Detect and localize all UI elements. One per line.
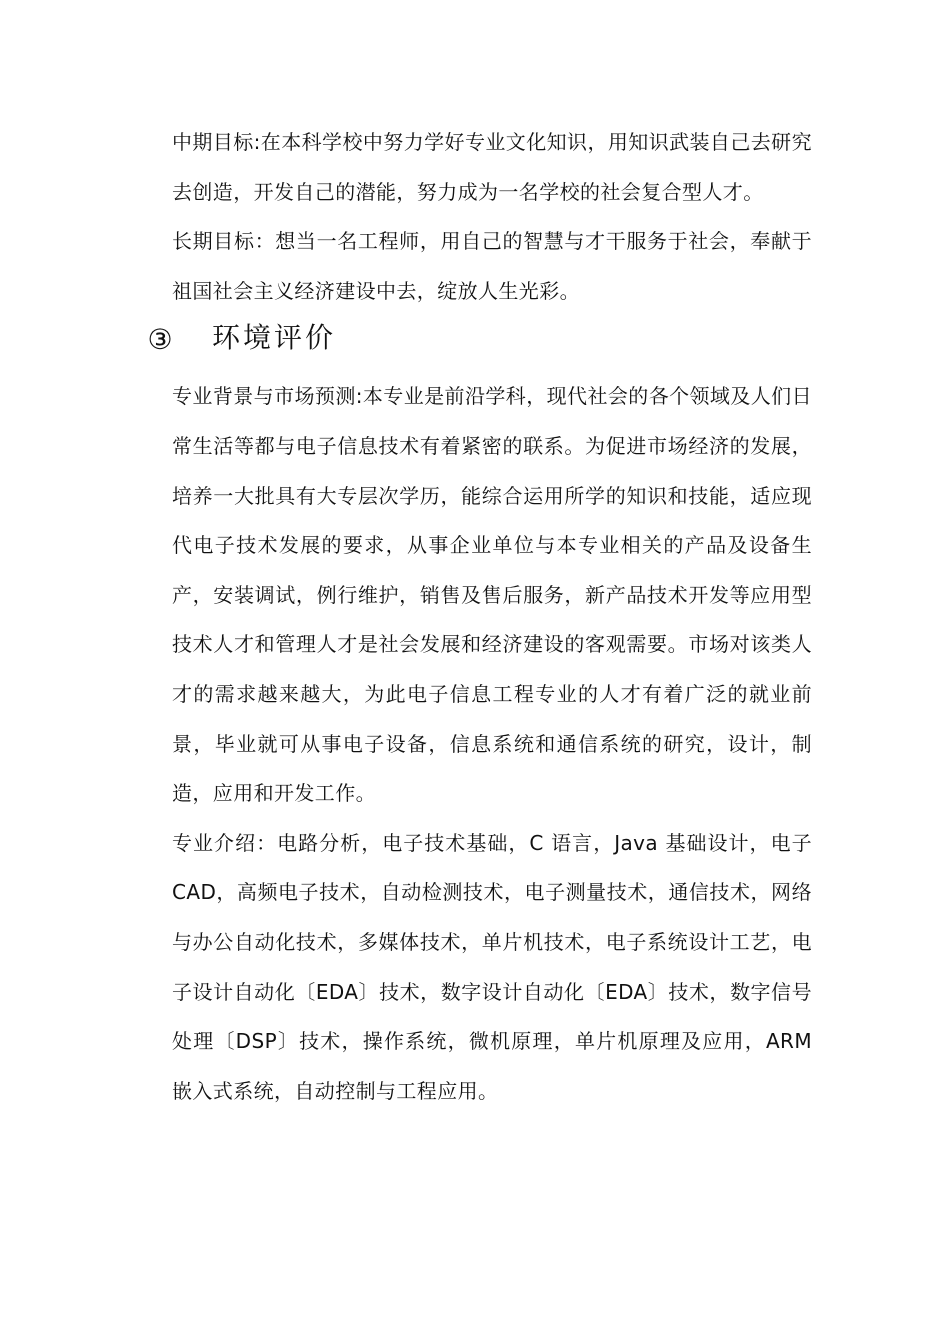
section-number: ③ bbox=[147, 323, 173, 357]
section-title: 环境评价 bbox=[212, 321, 337, 355]
section-heading bbox=[147, 316, 812, 372]
paragraph-market-forecast: 专业背景与市场预测:本专业是前沿学科，现代社会的各个领域及人们日常生活等都与电子信息技术有着紧密的联系。为促进市场经济的发展，培养一大批具有大专层次学历，能综合运用所学的知识和技能，适应现代电子技术发展的要求，从事企业单位与本专业相关的产品及设备生产，安装调试，例行维护，销售及售后服务，新产品技术开发等应用型技术人才和管理人才是社会发展和经济建设的客观需要。市场对该类人才的需求越来越大，为此电子信息工程专业的人才有着广泛的就业前景，毕业就可从事电子设备，信息系统和通信系统的研究，设计，制造，应用和开发工作。 bbox=[172, 384, 812, 806]
paragraph-major-introduction: 专业介绍：电路分析，电子技术基础，C 语言，Java 基础设计，电子 CAD，高频电子技术，自动检测技术，电子测量技术，通信技术，网络与办公自动化技术，多媒体技术，单片机技术，电子系统设计工艺，电子设计自动化〔EDA〕技术，数字设计自动化〔EDA〕技术，数字信号处理〔DSP〕技术，操作系统，微机原理，单片机原理及应用，ARM 嵌入式系统，自动控制与工程应用。 bbox=[172, 830, 812, 1103]
document-body bbox=[147, 118, 812, 1116]
paragraph-long-term-goal: 长期目标：想当一名工程师，用自己的智慧与才干服务于社会，奉献于祖国社会主义经济建设中去，绽放人生光彩。 bbox=[172, 229, 812, 303]
paragraph-mid-term-goal: 中期目标:在本科学校中努力学好专业文化知识，用知识武装自己去研究去创造，开发自己的潜能，努力成为一名学校的社会复合型人才。 bbox=[172, 130, 812, 204]
